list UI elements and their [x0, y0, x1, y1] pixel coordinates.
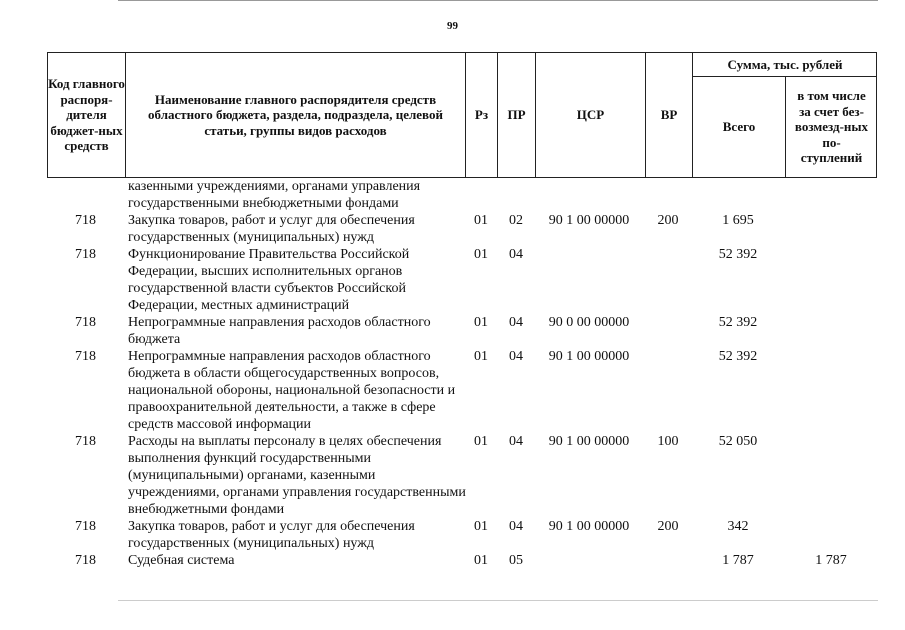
cell-rz: 01	[474, 349, 488, 364]
cell-pr: 04	[509, 519, 523, 534]
bottom-rule	[118, 600, 878, 601]
header-name: Наименование главного распорядителя средств областного бюджета, раздела, подраздела, целевой статьи, группы видов расходов	[148, 91, 443, 138]
cell-code: 718	[75, 553, 96, 568]
cell-total: 1 695	[722, 213, 754, 228]
cell-total: 52 392	[718, 349, 758, 364]
cell-code: 718	[75, 434, 96, 449]
header-sum-title: Сумма, тыс. рублей	[727, 56, 843, 72]
header-code: Код главного распоря-дителя бюджет-ных средств	[48, 76, 125, 154]
cell-csr: 90 1 00 00000	[548, 213, 630, 228]
table-row	[47, 314, 877, 348]
cell-incl: 1 787	[815, 553, 847, 568]
cell-code: 718	[75, 349, 96, 364]
cell-name: Расходы на выплаты персоналу в целях обеспечения выполнения функций государственными (муниципальными) органами, казенными учреждениями, органами управления государственными внебюджетными фондами	[128, 434, 466, 517]
cell-rz: 01	[474, 519, 488, 534]
cell-name: казенными учреждениями, органами управления государственными внебюджетными фондами	[128, 179, 421, 211]
cell-pr: 04	[509, 247, 523, 262]
header-pr: ПР	[507, 107, 526, 123]
cell-total: 52 050	[718, 434, 758, 449]
cell-csr: 90 1 00 00000	[548, 434, 630, 449]
table-body	[47, 178, 877, 569]
table-row	[47, 433, 877, 518]
header-incl: в том числе за счет без-возмезд-ных по-ступлений	[794, 88, 869, 166]
header-csr: ЦСР	[576, 107, 605, 123]
cell-total: 342	[727, 519, 749, 534]
cell-pr: 04	[509, 349, 523, 364]
table-row	[47, 552, 877, 569]
cell-pr: 04	[509, 434, 523, 449]
cell-name: Непрограммные направления расходов областного бюджета в области общегосударственных вопросов, национальной обороны, национальной безопасности и правоохранительной деятельности, а также в сфере средств массовой информации	[128, 349, 456, 432]
cell-total: 52 392	[718, 247, 758, 262]
table-header	[47, 52, 877, 178]
cell-vr: 200	[657, 213, 679, 228]
table-row	[47, 348, 877, 433]
cell-total: 52 392	[718, 315, 758, 330]
cell-rz: 01	[474, 213, 488, 228]
page-number: 99	[447, 20, 458, 32]
cell-pr: 05	[509, 553, 523, 568]
header-rz: Рз	[474, 107, 489, 123]
cell-rz: 01	[474, 315, 488, 330]
cell-vr: 200	[657, 519, 679, 534]
cell-pr: 02	[509, 213, 523, 228]
cell-csr: 90 1 00 00000	[548, 349, 630, 364]
table-row	[47, 518, 877, 552]
cell-vr: 100	[657, 434, 679, 449]
cell-rz: 01	[474, 553, 488, 568]
header-vr: ВР	[660, 107, 678, 123]
top-rule	[118, 0, 878, 1]
cell-name: Функционирование Правительства Российской Федерации, высших исполнительных органов государственной власти субъектов Российской Федерации, местных администраций	[128, 247, 410, 313]
cell-name: Непрограммные направления расходов областного бюджета	[128, 315, 431, 347]
cell-pr: 04	[509, 315, 523, 330]
table-row	[47, 246, 877, 314]
cell-code: 718	[75, 519, 96, 534]
cell-name: Судебная система	[128, 553, 235, 568]
cell-rz: 01	[474, 247, 488, 262]
cell-total: 1 787	[722, 553, 754, 568]
table-row	[47, 212, 877, 246]
cell-code: 718	[75, 213, 96, 228]
header-total: Всего	[722, 119, 756, 135]
cell-name: Закупка товаров, работ и услуг для обеспечения государственных (муниципальных) нужд	[128, 519, 415, 551]
cell-csr: 90 0 00 00000	[548, 315, 630, 330]
table-row	[47, 178, 877, 212]
cell-code: 718	[75, 315, 96, 330]
cell-rz: 01	[474, 434, 488, 449]
cell-name: Закупка товаров, работ и услуг для обеспечения государственных (муниципальных) нужд	[128, 213, 415, 245]
cell-csr: 90 1 00 00000	[548, 519, 630, 534]
cell-code: 718	[75, 247, 96, 262]
